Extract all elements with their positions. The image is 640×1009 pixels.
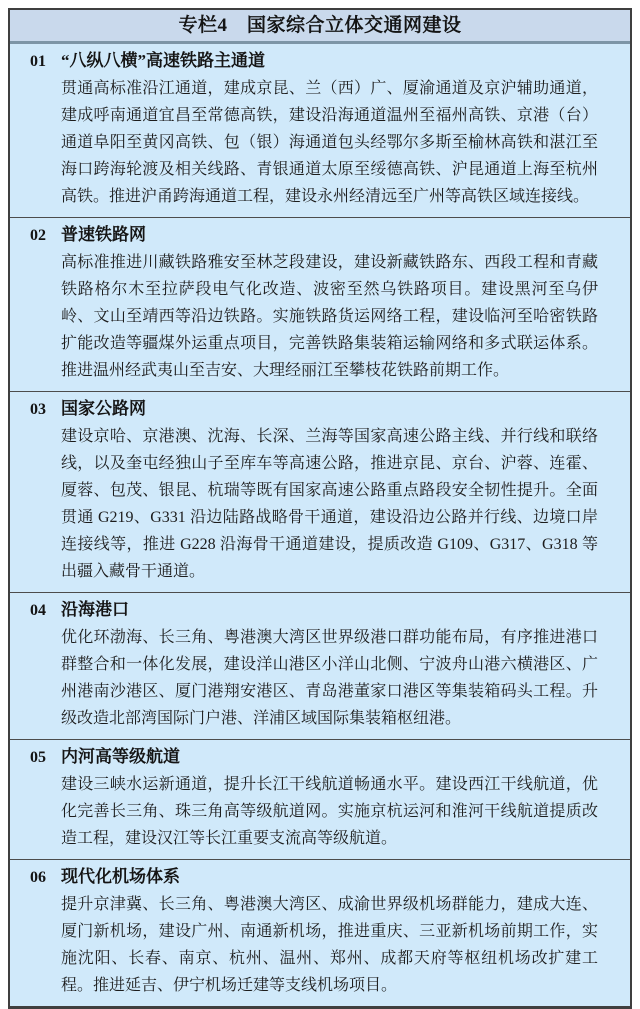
section-body-text: 提升京津冀、长三角、粤港澳大湾区、成渝世界级机场群能力，建成大连、厦门新机场，建设广州、南通新机场，推进重庆、三亚新机场前期工作，实施沈阳、长春、南京、杭州、温州、郑州、成都天府等枢纽机场改扩建工程。推进延吉、伊宁机场迁建等支线机场项目。 — [61, 896, 598, 994]
section-title: 普速铁路网 — [61, 225, 146, 244]
section-title: 内河高等级航道 — [61, 747, 180, 766]
section-body-text: 贯通高标准沿江通道，建成京昆、兰（西）广、厦渝通道及京沪辅助通道，建成呼南通道宜昌至常德高铁，建设沿海通道温州至福州高铁、京港（台）通道阜阳至黄冈高铁、包（银）海通道包头经鄂尔多斯至榆林高铁和湛江至海口跨海轮渡及相关线路、青银通道太原至绥德高铁、沪昆通道上海至杭州高铁。推进沪甬跨海通道工程，建设永州经清远至广州等高铁区域连接线。 — [61, 80, 598, 205]
section-heading — [30, 863, 598, 891]
section-05 — [10, 740, 630, 860]
section-heading — [30, 47, 598, 75]
section-06 — [10, 860, 630, 1006]
section-body-text: 高标准推进川藏铁路雅安至林芝段建设，建设新藏铁路东、西段工程和青藏铁路格尔木至拉萨段电气化改造、波密至然乌铁路项目。建设黑河至乌伊岭、文山至靖西等沿边铁路。实施铁路货运网络工程，建设临河至哈密铁路扩能改造等疆煤外运重点项目，完善铁路集装箱运输网络和多式联运体系。推进温州经武夷山至吉安、大理经丽江至攀枝花铁路前期工作。 — [61, 254, 598, 379]
section-number: 04 — [30, 602, 46, 619]
section-heading — [30, 221, 598, 249]
section-03 — [10, 392, 630, 593]
section-number: 05 — [30, 749, 46, 766]
panel-title: 专栏4 国家综合立体交通网建设 — [10, 10, 630, 44]
section-body-text: 优化环渤海、长三角、粤港澳大湾区世界级港口群功能布局，有序推进港口群整合和一体化发展，建设洋山港区小洋山北侧、宁波舟山港六横港区、广州港南沙港区、厦门港翔安港区、青岛港董家口港区等集装箱码头工程。升级改造北部湾国际门户港、洋浦区域国际集装箱枢纽港。 — [61, 629, 598, 727]
section-heading — [30, 395, 598, 423]
section-title: 沿海港口 — [61, 600, 129, 619]
section-heading — [30, 743, 598, 771]
section-number: 01 — [30, 53, 46, 70]
section-number: 02 — [30, 227, 46, 244]
section-title: 国家公路网 — [61, 399, 146, 418]
section-title: “八纵八横”高速铁路主通道 — [61, 51, 265, 70]
section-title: 现代化机场体系 — [61, 867, 180, 886]
section-01 — [10, 44, 630, 218]
column-box-panel — [8, 8, 632, 1009]
section-number: 06 — [30, 869, 46, 886]
section-body-text: 建设京哈、京港澳、沈海、长深、兰海等国家高速公路主线、并行线和联络线，以及奎屯经独山子至库车等高速公路，推进京昆、京台、沪蓉、连霍、厦蓉、包茂、银昆、杭瑞等既有国家高速公路重点路段安全韧性提升。全面贯通 G219、G331 沿边陆路战略骨干通道，建设沿边公路并行线、边境口岸连接线等，推进 G228 沿海骨干通道建设，提质改造 G109、G317、G318 等出疆入藏骨干通道。 — [61, 428, 598, 580]
section-number: 03 — [30, 401, 46, 418]
section-04 — [10, 593, 630, 740]
section-heading — [30, 596, 598, 624]
section-02 — [10, 218, 630, 392]
section-body-text: 建设三峡水运新通道，提升长江干线航道畅通水平。建设西江干线航道，优化完善长三角、珠三角高等级航道网。实施京杭运河和淮河干线航道提质改造工程，建设汉江等长江重要支流高等级航道。 — [61, 776, 598, 847]
